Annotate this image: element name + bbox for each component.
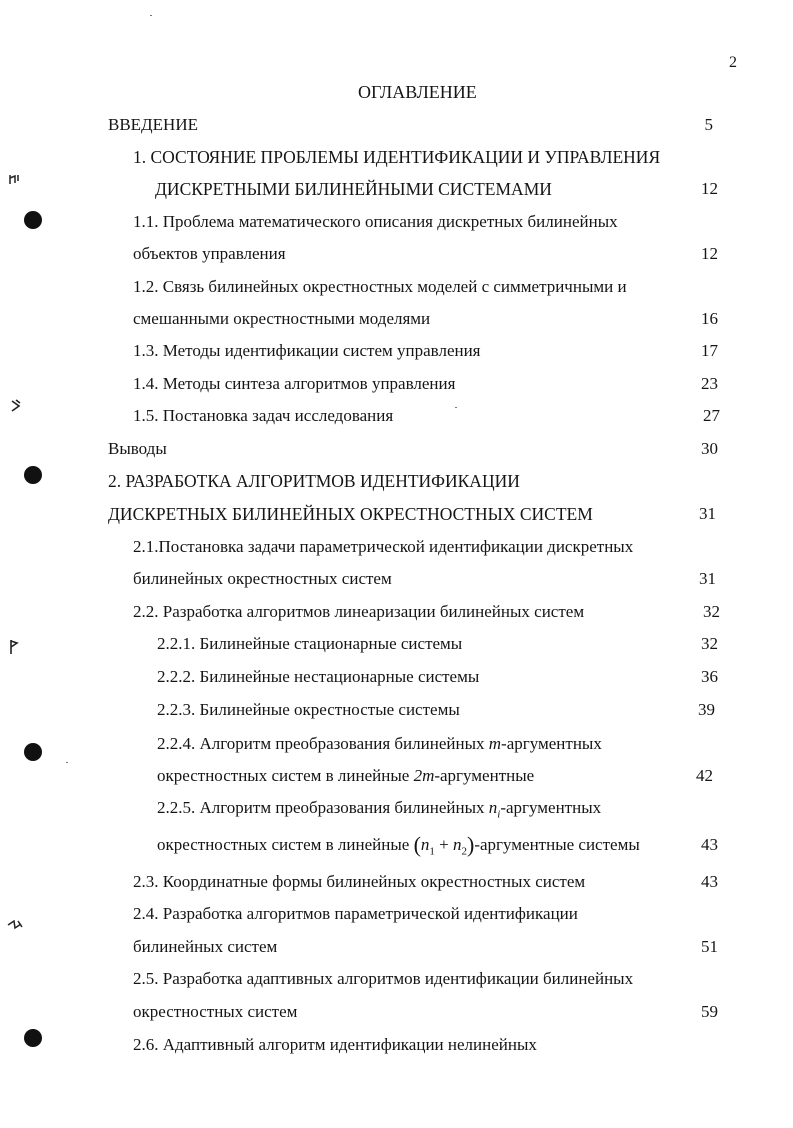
math-variable: n — [488, 798, 498, 817]
math-subscript: 1 — [429, 845, 435, 858]
toc-chapter-title: 1. СОСТОЯНИЕ ПРОБЛЕМЫ ИДЕНТИФИКАЦИИ И УПРАВЛЕНИЯ — [133, 147, 661, 167]
toc-entry-title: 1.1. Проблема математического описания дискретных билинейных — [133, 212, 618, 231]
toc-entry-page: 32 — [703, 602, 720, 621]
toc-entry-title: 2.3. Координатные формы билинейных окрестностных систем — [133, 872, 586, 891]
toc-entry-title: 2.2.3. Билинейные окрестностые системы — [157, 700, 460, 719]
punch-hole — [24, 1029, 42, 1047]
toc-entry-page: 30 — [701, 439, 718, 458]
margin-mark — [8, 172, 22, 186]
title-text: -аргументные системы — [474, 835, 640, 854]
speck — [150, 15, 152, 16]
toc-entry-page: 43 — [701, 872, 718, 891]
speck — [455, 407, 457, 408]
toc-chapter-title: 2. РАЗРАБОТКА АЛГОРИТМОВ ИДЕНТИФИКАЦИИ — [108, 471, 520, 491]
math-variable: n — [420, 835, 430, 854]
margin-mark — [9, 398, 23, 414]
toc-entry-page: 23 — [701, 374, 718, 393]
toc-entry-title: 2.5. Разработка адаптивных алгоритмов идентификации билинейных — [133, 969, 634, 988]
toc-entry-title: 1.3. Методы идентификации систем управления — [133, 341, 481, 360]
math-variable: n — [452, 835, 462, 854]
toc-entry-title: 2.1.Постановка задачи параметрической идентификации дискретных — [133, 537, 634, 556]
toc-entry-page: 42 — [696, 766, 713, 785]
toc-entry-title: 2.4. Разработка алгоритмов параметрической идентификации — [133, 904, 578, 923]
toc-entry-page: 51 — [701, 937, 718, 956]
speck — [66, 762, 68, 763]
math-operator: + — [434, 835, 453, 854]
toc-entry-title-cont: билинейных окрестностных систем — [133, 569, 392, 588]
toc-entry-page: 12 — [701, 244, 718, 263]
toc-heading: ОГЛАВЛЕНИЕ — [358, 82, 477, 102]
toc-entry-page: 31 — [699, 569, 716, 588]
toc-entry-title: 2.2.1. Билинейные стационарные системы — [157, 634, 463, 653]
page-number: 2 — [729, 54, 737, 71]
toc-entry-title: 2.6. Адаптивный алгоритм идентификации нелинейных — [133, 1035, 537, 1054]
toc-entry-title: 1.5. Постановка задач исследования — [133, 406, 394, 425]
title-text: -аргументные — [434, 766, 535, 785]
punch-hole — [24, 743, 42, 761]
toc-entry-page: 27 — [703, 406, 720, 425]
toc-entry-title-cont: билинейных систем — [133, 937, 278, 956]
toc-entry-page: 31 — [699, 504, 716, 523]
toc-entry-page: 43 — [701, 835, 718, 854]
title-text: окрестностных систем в линейные — [157, 766, 414, 785]
math-variable: m — [488, 734, 502, 753]
toc-entry-title: 2.2. Разработка алгоритмов линеаризации билинейных систем — [133, 602, 585, 621]
toc-entry-title: Выводы — [108, 439, 167, 458]
title-text: окрестностных систем в линейные — [157, 835, 414, 854]
toc-entry-title — [157, 798, 601, 820]
math-paren: ( — [413, 832, 421, 857]
toc-entry-page: 36 — [701, 667, 718, 686]
title-text: 2.2.4. Алгоритм преобразования билинейных — [157, 734, 489, 753]
toc-entry-page: 39 — [698, 700, 715, 719]
title-text: -аргументных — [501, 734, 602, 753]
punch-hole — [24, 211, 42, 229]
title-text: -аргументных — [500, 798, 602, 817]
toc-entry-title-cont: объектов управления — [133, 244, 286, 263]
toc-entry-page: 17 — [701, 341, 718, 360]
toc-entry-title-cont — [157, 832, 640, 858]
margin-mark — [6, 918, 24, 932]
toc-entry-title: 1.4. Методы синтеза алгоритмов управления — [133, 374, 456, 393]
margin-mark — [8, 638, 20, 656]
math-paren: ) — [466, 832, 475, 857]
title-text: 2.2.5. Алгоритм преобразования билинейных — [157, 798, 489, 817]
punch-hole — [24, 466, 42, 484]
toc-chapter-title-cont: ДИСКРЕТНЫХ БИЛИНЕЙНЫХ ОКРЕСТНОСТНЫХ СИСТЕМ — [108, 504, 593, 524]
toc-chapter-title-cont: ДИСКРЕТНЫМИ БИЛИНЕЙНЫМИ СИСТЕМАМИ — [155, 179, 552, 199]
toc-entry-title-cont: окрестностных систем — [133, 1002, 298, 1021]
toc-entry-page: 16 — [701, 309, 718, 328]
toc-entry-page: 32 — [701, 634, 718, 653]
toc-entry-title: ВВЕДЕНИЕ — [108, 115, 198, 134]
toc-entry-page: 12 — [701, 179, 718, 198]
math-subscript: 2 — [461, 845, 467, 858]
toc-entry-title-cont: смешанными окрестностными моделями — [133, 309, 431, 328]
math-subscript: i — [497, 808, 501, 821]
toc-entry-title — [157, 734, 602, 754]
toc-entry-title: 2.2.2. Билинейные нестационарные системы — [157, 667, 480, 686]
toc-entry-title-cont — [157, 766, 534, 786]
math-variable: 2m — [413, 766, 435, 785]
toc-entry-title: 1.2. Связь билинейных окрестностных моделей с симметричными и — [133, 277, 627, 296]
toc-entry-page: 59 — [701, 1002, 718, 1021]
toc-entry-page: 5 — [704, 115, 713, 134]
